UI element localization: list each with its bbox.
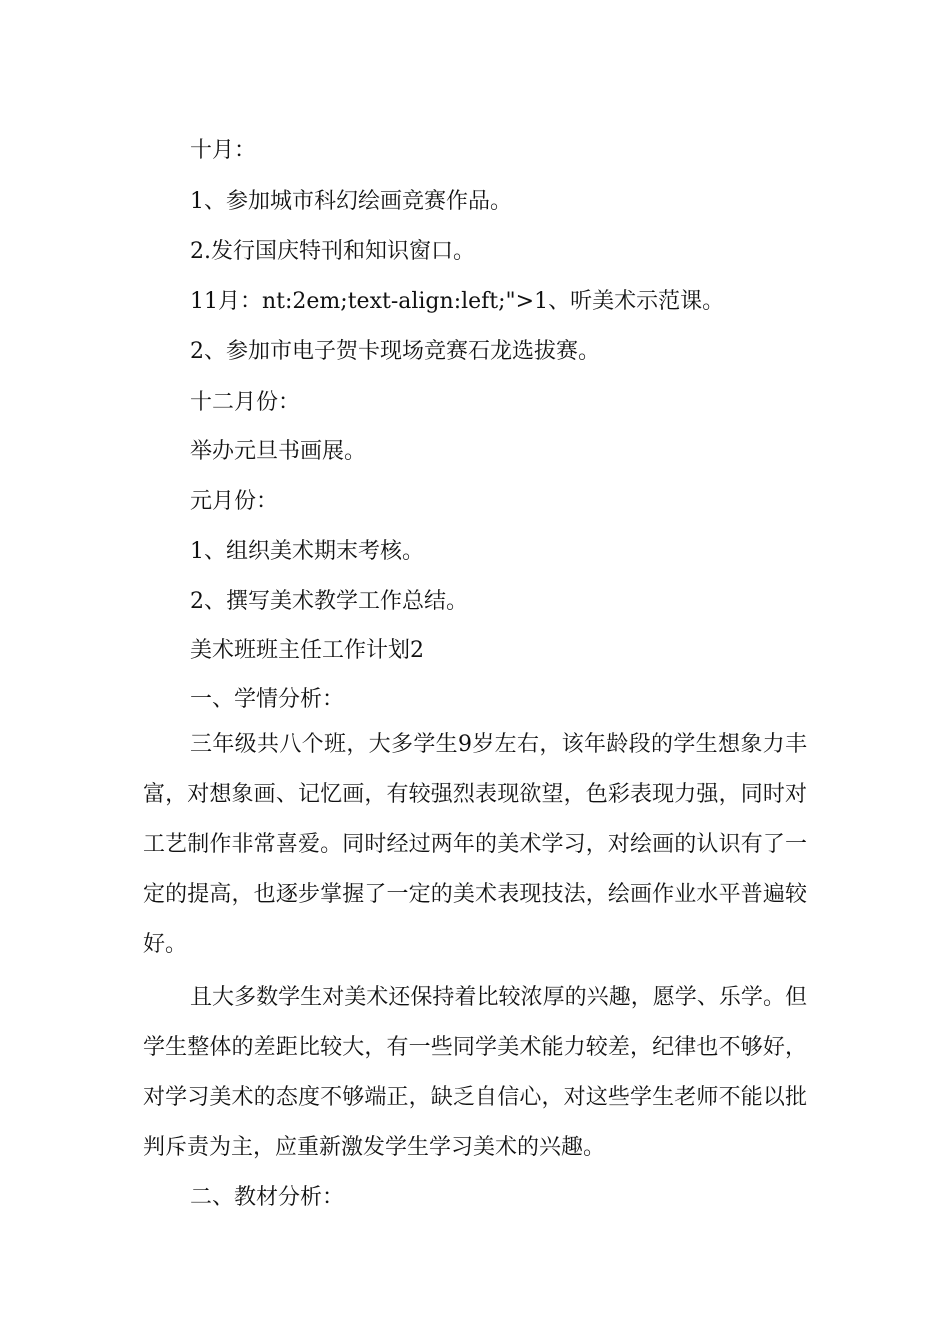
- list-item: 1、组织美术期末考核。: [190, 539, 424, 564]
- section-title: 美术班班主任工作计划2: [190, 638, 424, 663]
- heading-october: 十月：: [190, 138, 257, 163]
- body-paragraph-1: 三年级共八个班，大多学生9岁左右，该年龄段的学生想象力丰富，对想象画、记忆画，有较强烈表现欲望，色彩表现力强，同时对工艺制作非常喜爱。同时经过两年的美术学习，对绘画的认识有了一定的提高，也逐步掌握了一定的美术表现技法，绘画作业水平普遍较好。: [143, 732, 807, 957]
- list-item: 举办元旦书画展。: [190, 439, 367, 464]
- body-paragraph-2: 且大多数学生对美术还保持着比较浓厚的兴趣，愿学、乐学。但学生整体的差距比较大，有一些同学美术能力较差，纪律也不够好，对学习美术的态度不够端正，缺乏自信心，对这些学生老师不能以批判斥责为主，应重新激发学生学习美术的兴趣。: [143, 985, 807, 1160]
- section-heading-textbook: 二、教材分析：: [190, 1185, 345, 1210]
- list-item: 2、撰写美术教学工作总结。: [190, 589, 468, 614]
- list-item: 11月：nt:2em;text-align:left;">1、听美术示范课。: [190, 289, 725, 314]
- list-item: 2、参加市电子贺卡现场竞赛石龙选拔赛。: [190, 339, 600, 364]
- heading-january: 元月份：: [190, 489, 279, 514]
- heading-december: 十二月份：: [190, 390, 301, 415]
- list-item: 2.发行国庆特刊和知识窗口。: [190, 239, 475, 264]
- list-item: 1、参加城市科幻绘画竞赛作品。: [190, 189, 512, 214]
- section-heading-analysis: 一、学情分析：: [190, 687, 345, 712]
